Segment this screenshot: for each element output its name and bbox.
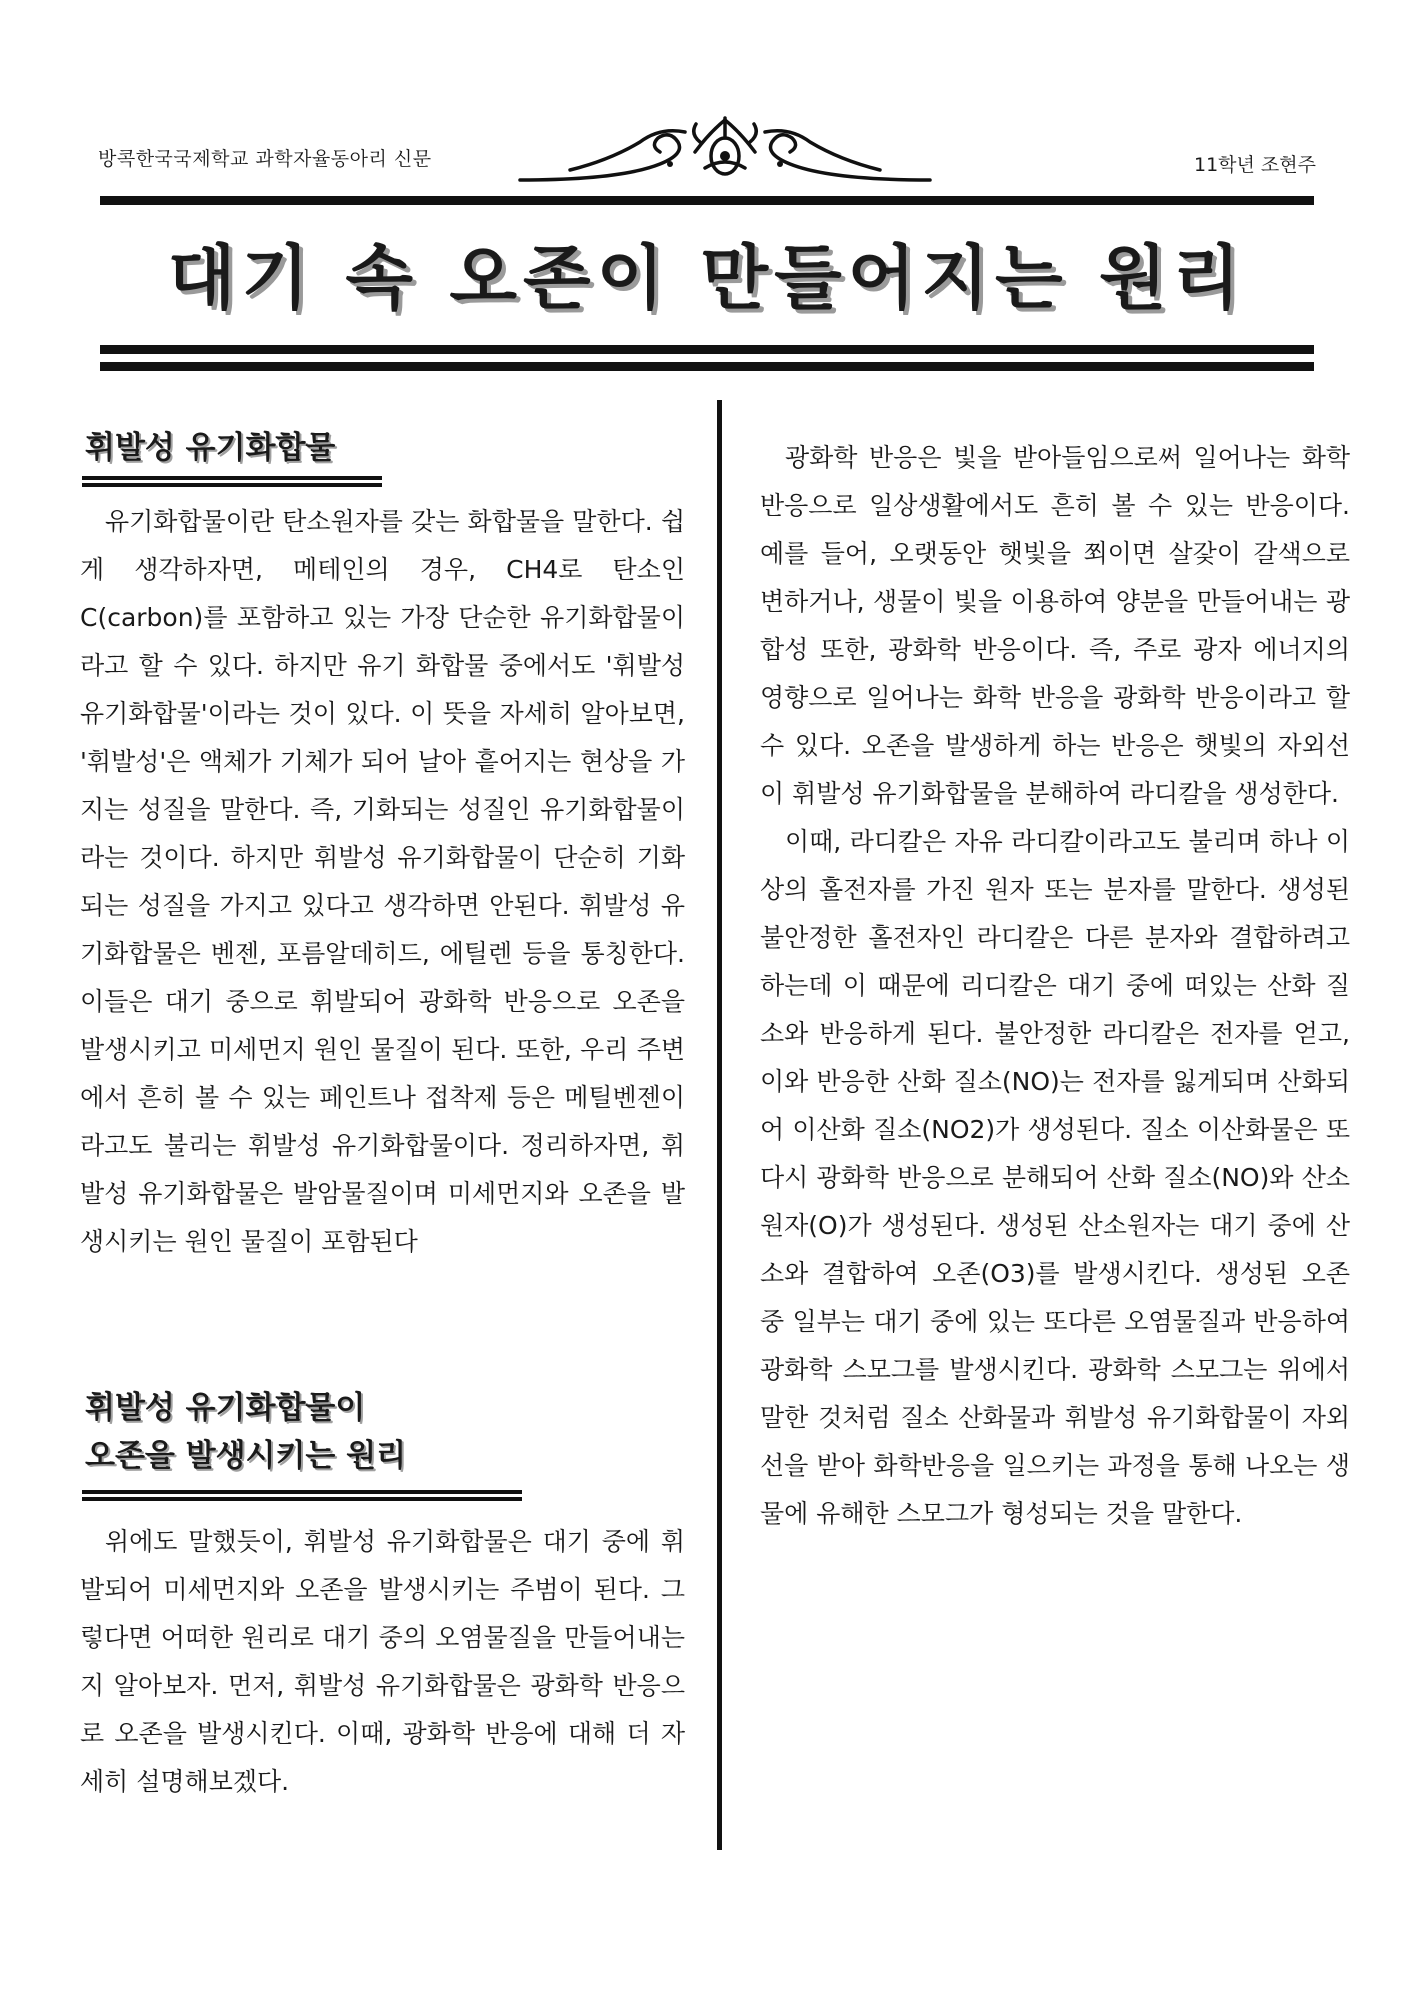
paragraph: 이때, 라디칼은 자유 라디칼이라고도 불리며 하나 이상의 홀전자를 가진 원자 또는 분자를 말한다. 생성된 불안정한 홀전자인 라디칼은 다른 분자와 결합하려고 하는데 이 때문에 리디칼은 대기 중에 떠있는 산화 질소와 반응하게 된다. 불안정한 라디칼은 전자를 얻고, 이와 반응한 산화 질소(NO)는 전자를 잃게되며 산화되어 이산화 질소(NO2)가 생성된다. 질소 이산화물은 또다시 광화학 반응으로 분해되어 산화 질소(NO)와 산소원자(O)가 생성된다. 생성된 산소원자는 대기 중에 산소와 결합하여 오존(O3)를 발생시킨다. 생성된 오존 중 일부는 대기 중에 있는 또다른 오염물질과 반응하여 광화학 스모그를 발생시킨다. 광화학 스모그는 위에서 말한 것처럼 질소 산화물과 휘발성 유기화합물이 자외선을 받아 화학반응을 일으키는 과정을 통해 나오는 생물에 유해한 스모그가 형성되는 것을 말한다. [760, 827, 1350, 1528]
headline: 대기 속 오존이 만들어지는 원리 [167, 237, 1247, 319]
author-byline: 11학년 조현주 [1194, 154, 1316, 176]
section-body-voc [80, 498, 685, 1266]
paragraph: 광화학 반응은 빛을 받아들임으로써 일어나는 화학 반응으로 일상생활에서도 흔히 볼 수 있는 반응이다. 예를 들어, 오랫동안 햇빛을 쬐이면 살갗이 갈색으로 변하거나, 생물이 빛을 이용하여 양분을 만들어내는 광합성 또한, 광화학 반응이다. 즉, 주로 광자 에너지의 영향으로 일어나는 화학 반응을 광화학 반응이라고 할 수 있다. 오존을 발생하게 하는 반응은 햇빛의 자외선이 휘발성 유기화합물을 분해하여 라디칼을 생성한다. [760, 443, 1350, 808]
headline-rule-upper [100, 345, 1314, 354]
heading-underline [82, 483, 382, 487]
section-body-photochemical [760, 434, 1350, 1538]
heading-underline [82, 1490, 522, 1494]
masthead [0, 0, 1414, 380]
section-heading-ozone-principle [85, 1384, 406, 1480]
top-rule [100, 196, 1314, 205]
heading-underline [82, 476, 382, 480]
section-heading-voc: 휘발성 유기화합물 [85, 430, 336, 466]
paragraph: 유기화합물이란 탄소원자를 갖는 화합물을 말한다. 쉽게 생각하자면, 메테인의 경우, CH4로 탄소인 C(carbon)를 포함하고 있는 가장 단순한 유기화합물이라고 할 수 있다. 하지만 유기 화합물 중에서도 '휘발성 유기화합물'이라는 것이 있다. 이 뜻을 자세히 알아보면, '휘발성'은 액체가 기체가 되어 날아 흩어지는 현상을 가지는 성질을 말한다. 즉, 기화되는 성질인 유기화합물이라는 것이다. 하지만 휘발성 유기화합물이 단순히 기화되는 성질을 가지고 있다고 생각하면 안된다. 휘발성 유기화합물은 벤젠, 포름알데히드, 에틸렌 등을 통칭한다. 이들은 대기 중으로 휘발되어 광화학 반응으로 오존을 발생시키고 미세먼지 원인 물질이 된다. 또한, 우리 주변에서 흔히 볼 수 있는 페인트나 접착제 등은 메틸벤젠이라고도 불리는 휘발성 유기화합물이다. 정리하자면, 휘발성 유기화합물은 발암물질이며 미세먼지와 오존을 발생시키는 원인 물질이 포함된다 [80, 507, 685, 1256]
section-body-ozone-principle [80, 1518, 685, 1806]
heading-line: 휘발성 유기화합물이 [85, 1390, 366, 1426]
heading-line: 오존을 발생시키는 원리 [85, 1438, 407, 1474]
headline-rule-lower [100, 362, 1314, 371]
paragraph: 위에도 말했듯이, 휘발성 유기화합물은 대기 중에 휘발되어 미세먼지와 오존을 발생시키는 주범이 된다. 그렇다면 어떠한 원리로 대기 중의 오염물질을 만들어내는지 알아보자. 먼저, 휘발성 유기화합물은 광화학 반응으로 오존을 발생시킨다. 이때, 광화학 반응에 대해 더 자세히 설명해보겠다. [80, 1527, 685, 1796]
column-divider [717, 400, 722, 1850]
heading-underline [82, 1497, 522, 1501]
ornament-flourish-icon [510, 112, 940, 192]
school-paper-name: 방콕한국국제학교 과학자율동아리 신문 [98, 148, 432, 170]
